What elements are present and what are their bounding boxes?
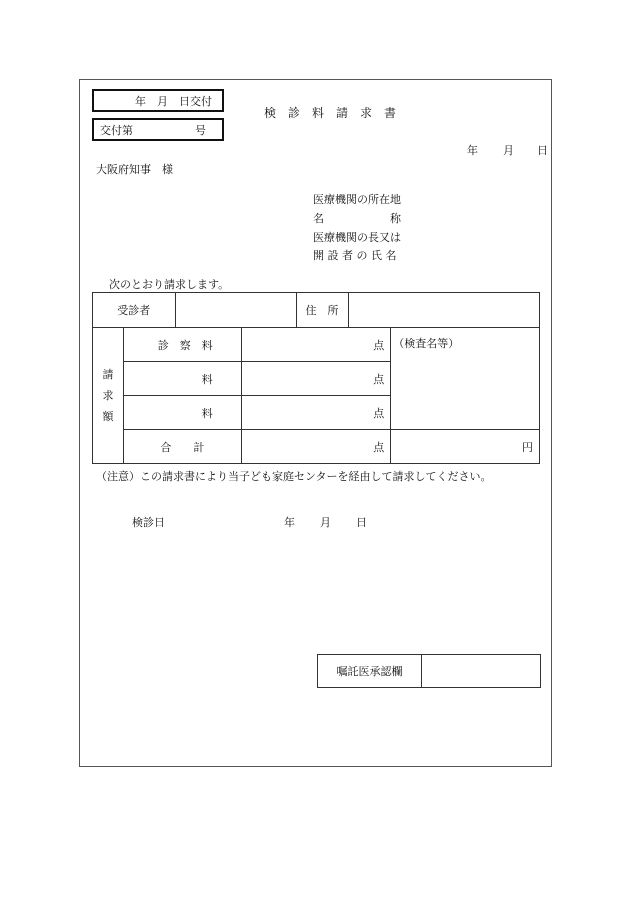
exam-fee-unit: 点 bbox=[373, 338, 385, 352]
approval-label: 嘱託医承認欄 bbox=[318, 655, 422, 688]
claim-amount-label bbox=[93, 328, 124, 464]
institution-location-label: 医療機関の所在地 bbox=[313, 193, 401, 206]
issue-date-box bbox=[92, 89, 224, 112]
fee-unit-2: 点 bbox=[373, 372, 385, 386]
approval-field[interactable] bbox=[422, 655, 541, 688]
total-points-field[interactable] bbox=[241, 430, 391, 464]
patient-label: 受診者 bbox=[93, 293, 175, 327]
date-day: 日 bbox=[537, 144, 548, 157]
page-title: 検 診 料 請 求 書 bbox=[264, 106, 397, 120]
claim-form-page bbox=[79, 79, 552, 767]
date-year: 年 bbox=[467, 144, 478, 157]
fee-label-2: 料 bbox=[123, 362, 241, 396]
addressee: 大阪府知事 様 bbox=[96, 163, 173, 176]
institution-name-label: 名 称 bbox=[313, 212, 401, 225]
claim-char-1: 請 bbox=[102, 368, 114, 381]
total-yen-field[interactable] bbox=[391, 430, 540, 464]
exam-fee-label: 診 察 料 bbox=[123, 328, 241, 362]
fee-field-2[interactable] bbox=[241, 362, 391, 396]
exam-date-month: 月 bbox=[320, 516, 331, 529]
exam-date-year: 年 bbox=[284, 516, 295, 529]
claim-char-3: 額 bbox=[102, 410, 114, 423]
fee-unit-3: 点 bbox=[373, 406, 385, 420]
fee-field-3[interactable] bbox=[241, 396, 391, 430]
issue-number-prefix: 交付第 bbox=[100, 124, 133, 137]
issue-number-suffix: 号 bbox=[195, 124, 206, 137]
exam-date-day: 日 bbox=[356, 516, 367, 529]
institution-head-label-2: 開 設 者 の 氏 名 bbox=[313, 249, 397, 262]
total-unit: 点 bbox=[373, 440, 385, 454]
request-text: 次のとおり請求します。 bbox=[109, 278, 230, 291]
date-month: 月 bbox=[503, 144, 514, 157]
approval-table bbox=[317, 654, 541, 688]
note-text: （注意）この請求書により当子ども家庭センターを経由して請求してください。 bbox=[96, 470, 492, 483]
patient-name-field[interactable] bbox=[175, 293, 296, 327]
fee-label-3: 料 bbox=[123, 396, 241, 430]
address-label: 住 所 bbox=[296, 293, 348, 327]
total-label: 合 計 bbox=[123, 430, 241, 464]
institution-head-label-1: 医療機関の長又は bbox=[313, 231, 401, 244]
yen-unit: 円 bbox=[522, 440, 533, 454]
issue-number-box bbox=[92, 118, 224, 141]
exam-fee-field[interactable] bbox=[241, 328, 391, 362]
issue-date-text: 年 月 日交付 bbox=[135, 95, 212, 108]
address-field[interactable] bbox=[348, 293, 539, 327]
remarks-field[interactable] bbox=[391, 328, 540, 430]
remarks-label: （検査名等） bbox=[393, 337, 460, 350]
claim-char-2: 求 bbox=[102, 389, 114, 402]
claim-table bbox=[92, 292, 540, 464]
exam-date-label: 検診日 bbox=[132, 516, 165, 529]
